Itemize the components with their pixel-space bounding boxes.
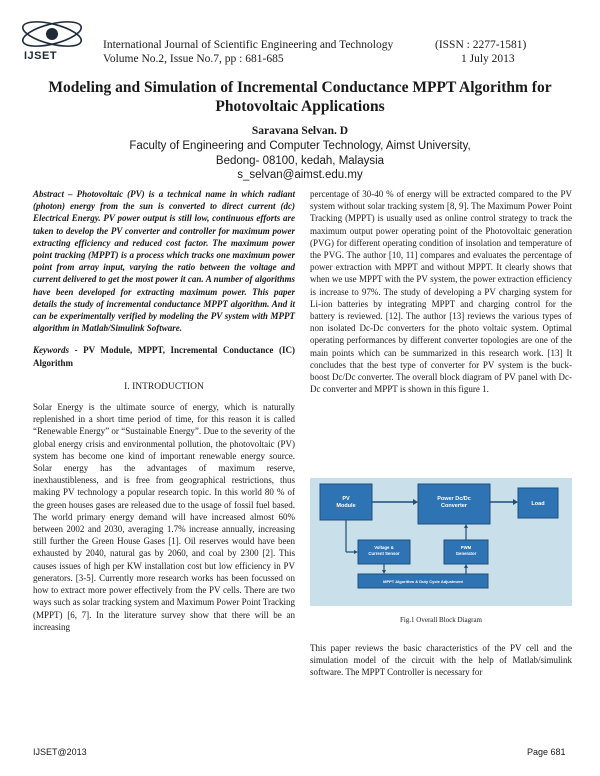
load-label: Load <box>531 501 545 507</box>
keywords-text: - PV Module, MPPT, Incremental Conductance (IC) Algorithm <box>33 345 295 368</box>
page-number: Page 681 <box>527 747 566 757</box>
paper-title: Modeling and Simulation of Incremental Conductance MPPT Algorithm for Photovoltaic Applications <box>48 79 552 115</box>
sensor-label: Voltage & Current Sensor <box>368 545 400 556</box>
keywords <box>33 344 295 368</box>
volume-info: Volume No.2, Issue No.7, pp : 681-685 <box>103 53 284 65</box>
figure-caption: Fig.1 Overall Block Diagram <box>399 616 483 624</box>
affiliation-line-1: Faculty of Engineering and Computer Technology, Aimst University, <box>129 140 471 152</box>
journal-header <box>103 38 583 66</box>
author-email: s_selvan@aimst.edu.my <box>237 169 363 181</box>
right-column <box>310 188 572 395</box>
block-diagram <box>310 478 572 606</box>
issn: (ISSN : 2277-1581) <box>435 39 527 51</box>
section-heading-introduction: I. INTRODUCTION <box>124 381 204 392</box>
keywords-label: Keywords <box>33 345 69 356</box>
pv-module-label: PV Module <box>336 496 356 509</box>
issue-date: 1 July 2013 <box>461 53 515 65</box>
mppt-label: MPPT Algorithm & Duty Cycle Adjustment <box>383 579 463 584</box>
logo-text: IJSET <box>24 50 58 62</box>
right-column-bottom-paragraph: This paper reviews the basic characteristics of the PV cell and the simulation model of the circuit with the help of Matlab/simulink software. The MPPT Controller is necessary for <box>310 643 572 678</box>
right-column-paragraph: percentage of 30-40 % of energy will be extracted compared to the PV system without solar tracking system [8, 9]. The Maximum Power Point Tracking (MPPT) is usually used as online control strategy to track the maximum output power operating point of the Photovoltaic generation (PVG) for different operating condition of insolation and temperature of the PVG. The author [10, 11] compares and evaluates the percentage of power extraction with MPPT and without MPPT. It clearly shows that when we use MPPT with the PV system, the power extraction efficiency is increase to 97%. The study of developing a PV charging system for Li-ion batteries by integrating MPPT and charging control for the battery is reviewed. [12]. The author [13] reviews the various types of non isolated Dc-Dc converters for the photo voltaic system. Optimal operating performances by different converter topologies are one of the main points which can be summarized in this research work. [13] It concludes that the best type of converter for PV system is the buck-boost Dc/Dc converter. The overall block diagram of PV panel with Dc-Dc converter and MPPT is shown in this figure 1. <box>310 189 572 395</box>
author-name: Saravana Selvan. D <box>251 125 349 137</box>
footer-copyright: IJSET@2013 <box>33 747 87 757</box>
intro-paragraph: Solar Energy is the ultimate source of energy, which is naturally replenished in a short time period of time, for this reason it is called “Renewable Energy” or “Sustainable Energy”. Due to the severity of the global energy crisis and environmental pollution, the photovoltaic (PV) system has become one kind of important renewable energy source. Solar energy has the advantages of maximum reserve, inexhaustibleness, and is free from geographical restrictions, thus making PV technology a popular research topic. In this world 80 % of the green houses gases are released due to the usage of fossil fuel based. The world primary energy demand will have increased almost 60% between 2002 and 2030, averaging 1.7% increase annually, increasing still further the Green House Gases [1]. Oil reserves would have been exhausted by 2040, natural gas by 2060, and coal by 2300 [2]. This causes issues of high per KW installation cost but low efficiency in PV generators. [3-5]. Currently more research works has been focussed on how to extract more power effectively from the PV cells. There are two ways such as solar tracking system and Maximum Power Point Tracking (MPPT) [6, 7]. In the literature survey show that there will be an increasing <box>33 402 295 632</box>
converter-label: Power Dc/Dc Converter <box>437 496 471 509</box>
left-column <box>33 188 295 633</box>
abstract: Abstract – Photovoltaic (PV) is a technical name in which radiant (photon) energy from the sun is converted to direct current (dc) Electrical Energy. PV power output is still low, continuous efforts are taken to develop the PV converter and controller for maximum power extracting efficiency and reduced cost factor. The maximum power point tracking (MPPT) is a process which tracks one maximum power point from array input, varying the ratio between the voltage and current delivered to get the most power it can. A number of algorithms have been developed for extracting maximum power. This paper details the study of incremental conductance MPPT algorithm. And it can be experimentally verified by modeling the PV system with MPPT algorithm in Matlab/Simulink Software. <box>33 189 295 334</box>
pv-module-block <box>320 484 372 520</box>
pwm-label: PWM Generator <box>455 545 477 556</box>
affiliation-line-2: Bedong- 08100, kedah, Malaysia <box>215 155 385 167</box>
journal-name: International Journal of Scientific Engineering and Technology <box>103 39 394 51</box>
